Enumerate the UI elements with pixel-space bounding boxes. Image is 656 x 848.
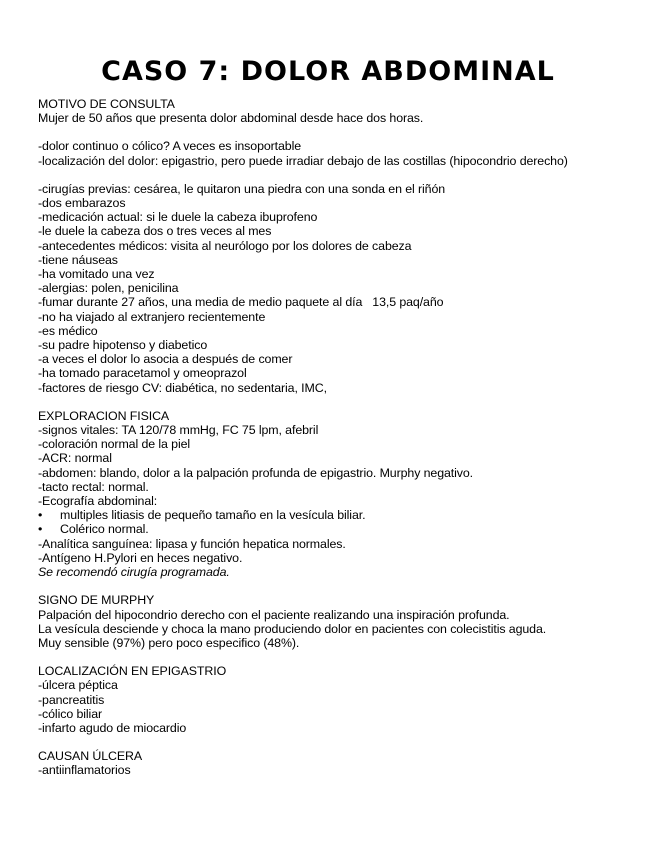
bullet-icon: • — [38, 522, 43, 537]
ulcera-line: -antiinflamatorios — [38, 763, 131, 778]
section-heading-ulcera: CAUSAN ÚLCERA — [38, 749, 143, 764]
exploracion-line: -coloración normal de la piel — [38, 437, 191, 452]
antecedentes-line: -cirugías previas: cesárea, le quitaron una piedra con una sonda en el riñón — [38, 181, 446, 196]
exploracion-line: -Ecografía abdominal: — [38, 494, 158, 509]
antecedentes-line: -su padre hipotenso y diabetico — [38, 338, 208, 353]
document-title: CASO 7: DOLOR ABDOMINAL — [101, 56, 555, 87]
antecedentes-line: -factores de riesgo CV: diabética, no sedentaria, IMC, — [38, 380, 327, 395]
section-heading-murphy: SIGNO DE MURPHY — [38, 593, 155, 608]
antecedentes-line: -dos embarazos — [38, 196, 126, 211]
list-item — [38, 508, 638, 522]
list-item — [38, 522, 638, 536]
exploracion-line: -signos vitales: TA 120/78 mmHg, FC 75 lpm, afebril — [38, 423, 319, 438]
exploracion-line: -Analítica sanguínea: lipasa y función hepatica normales. — [38, 536, 346, 551]
bullet-icon: • — [38, 508, 43, 523]
antecedentes-line: -le duele la cabeza dos o tres veces al mes — [38, 224, 272, 239]
dolor-line: -dolor continuo o cólico? A veces es insoportable — [38, 139, 302, 154]
exploracion-line: -Antígeno H.Pylori en heces negativo. — [38, 550, 243, 565]
antecedentes-line: -tiene náuseas — [38, 252, 118, 267]
antecedentes-line: -antecedentes médicos: visita al neurólogo por los dolores de cabeza — [38, 238, 412, 253]
antecedentes-line: -fumar durante 27 años, una media de medio paquete al día 13,5 paq/año — [38, 295, 444, 310]
antecedentes-line: -ha tomado paracetamol y omeoprazol — [38, 366, 247, 381]
section-heading-epigastrio: LOCALIZACIÓN EN EPIGASTRIO — [38, 664, 227, 679]
exploracion-line: -abdomen: blando, dolor a la palpación profunda de epigastrio. Murphy negativo. — [38, 465, 474, 480]
exploracion-line: -tacto rectal: normal. — [38, 479, 149, 494]
epigastrio-line: -infarto agudo de miocardio — [38, 720, 187, 735]
murphy-line: La vesícula desciende y choca la mano produciendo dolor en pacientes con colecistitis aguda. — [38, 621, 547, 636]
murphy-line: Palpación del hipocondrio derecho con el paciente realizando una inspiración profunda. — [38, 607, 510, 622]
epigastrio-line: -pancreatitis — [38, 692, 105, 707]
murphy-line: Muy sensible (97%) pero poco especifico (48%). — [38, 635, 300, 650]
exploracion-line: -ACR: normal — [38, 451, 112, 466]
antecedentes-line: -no ha viajado al extranjero recientemente — [38, 309, 266, 324]
antecedentes-line: -a veces el dolor lo asocia a después de comer — [38, 352, 293, 367]
antecedentes-line: -medicación actual: si le duele la cabeza ibuprofeno — [38, 210, 318, 225]
antecedentes-line: -ha vomitado una vez — [38, 267, 155, 282]
bullet-text: Colérico normal. — [60, 522, 149, 537]
antecedentes-line: -es médico — [38, 323, 98, 338]
exploracion-conclusion: Se recomendó cirugía programada. — [38, 565, 230, 580]
consulta-line: Mujer de 50 años que presenta dolor abdominal desde hace dos horas. — [38, 111, 424, 126]
epigastrio-line: -úlcera péptica — [38, 678, 118, 693]
section-heading-exploracion: EXPLORACION FISICA — [38, 408, 170, 423]
bullet-text: multiples litiasis de pequeño tamaño en la vesícula biliar. — [60, 508, 366, 523]
document-body — [38, 97, 638, 778]
section-heading-consulta: MOTIVO DE CONSULTA — [38, 97, 175, 111]
antecedentes-line: -alergias: polen, penicilina — [38, 281, 179, 296]
epigastrio-line: -cólico biliar — [38, 706, 103, 721]
dolor-line: -localización del dolor: epigastrio, pero puede irradiar debajo de las costillas (hipocondrio derecho) — [38, 153, 568, 168]
